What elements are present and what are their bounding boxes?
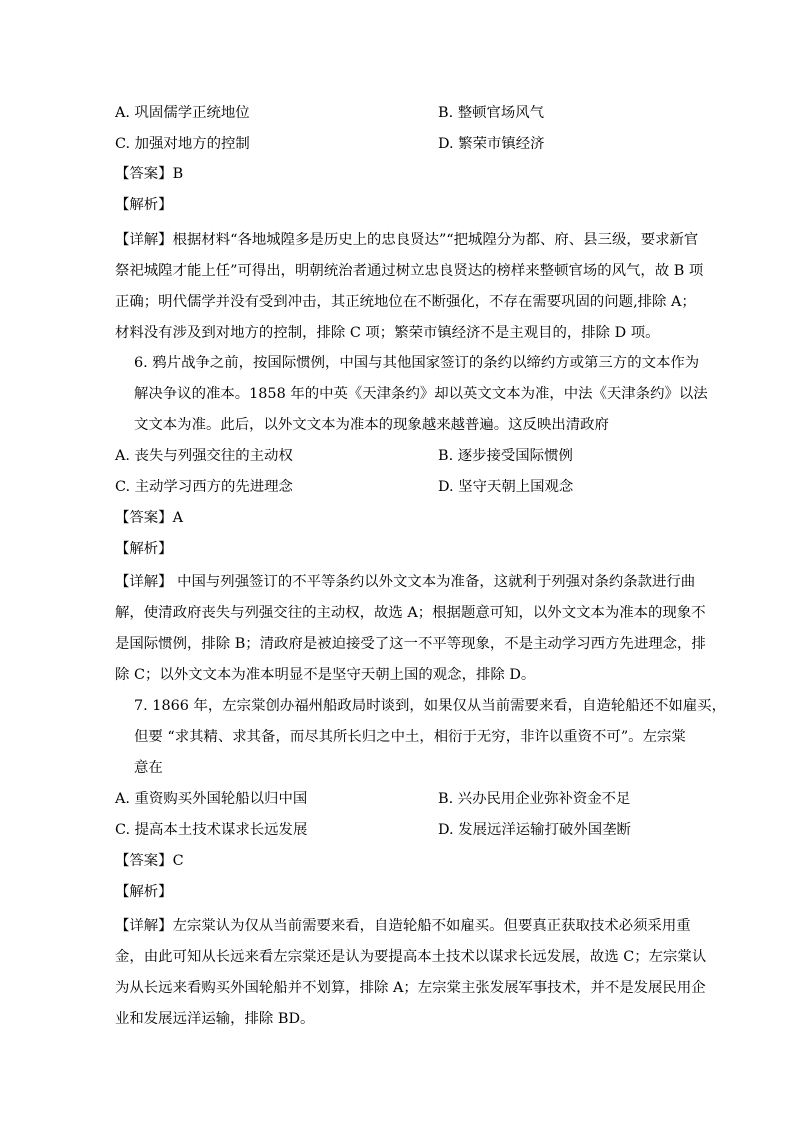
q5-option-d: D. 繁荣市镇经济 [438,136,545,152]
q5-option-b: B. 整顿官场风气 [438,105,545,121]
q7-stem-line-1: 7. 1866 年，左宗棠创办福州船政局时谈到，如果仅从当前需要来看，自造轮船还不如雇买， [134,698,726,714]
q7-stem-line-3: 意在 [134,760,163,776]
q6-stem-line-1: 6. 鸦片战争之前，按国际惯例，中国与其他国家签订的条约以缔约方或第三方的文本作为 [134,355,700,371]
q6-answer: 【答案】A [115,510,183,526]
q5-detail-line-2: 祭祀城隍才能上任”可得出，明朝统治者通过树立忠良贤达的榜样来整顿官场的风气，故 B 项 [115,263,704,279]
q7-detail-line-4: 业和发展远洋运输，排除 BD。 [115,1011,315,1027]
q7-option-b: B. 兴办民用企业弥补资金不足 [438,791,631,807]
q6-detail-line-2: 解，使清政府丧失与列强交往的主动权，故选 A；根据题意可知，以外文文本为准本的现象不 [115,605,706,621]
q6-option-d: D. 坚守天朝上国观念 [438,479,574,495]
q6-option-c: C. 主动学习西方的先进理念 [115,479,293,495]
q7-option-d: D. 发展远洋运输打破外国垄断 [438,822,631,838]
q5-option-a: A. 巩固儒学正统地位 [115,105,250,121]
q7-option-a: A. 重资购买外国轮船以归中国 [115,791,308,807]
q6-stem-line-2: 解决争议的准本。1858 年的中英《天津条约》却以英文文本为准，中法《天津条约》以法 [134,386,708,402]
q5-detail-line-3: 正确；明代儒学并没有受到冲击，其正统地位在不断强化，不存在需要巩固的问题,排除 A； [115,294,696,310]
q6-analysis-label: 【解析】 [115,541,173,557]
q7-analysis-label: 【解析】 [115,884,173,900]
q5-answer: 【答案】B [115,166,184,182]
q7-detail-line-1: 【详解】左宗棠认为仅从当前需要来看，自造轮船不如雇买。但要真正获取技术必须采用重 [115,918,691,934]
q6-option-b: B. 逐步接受国际惯例 [438,448,573,464]
q6-detail-line-4: 除 C；以外文文本为准本明显不是坚守天朝上国的观念，排除 D。 [115,667,536,683]
q7-answer: 【答案】C [115,853,184,869]
q7-detail-line-3: 为从长远来看购买外国轮船并不划算，排除 A；左宗棠主张发展军事技术，并不是发展民用企 [115,980,706,996]
q5-detail-line-1: 【详解】根据材料“各地城隍多是历史上的忠良贤达”“把城隍分为都、府、县三级，要求新官 [115,232,699,248]
q5-analysis-label: 【解析】 [115,197,173,213]
q6-option-a: A. 丧失与列强交往的主动权 [115,448,293,464]
q6-stem-line-3: 文文本为准。此后，以外文文本为准本的现象越来越普遍。这反映出清政府 [134,417,609,433]
q7-stem-line-2: 但要 “求其精、求其备，而尽其所长归之中土，相衍于无穷，非许以重资不可”。左宗棠 [134,729,686,745]
q7-option-c: C. 提高本土技术谋求长远发展 [115,822,308,838]
q7-detail-line-2: 金，由此可知从长远来看左宗棠还是认为要提高本土技术以谋求长远发展，故选 C；左宗棠认 [115,949,707,965]
q6-detail-line-3: 是国际惯例，排除 B；清政府是被迫接受了这一不平等现象，不是主动学习西方先进理念，排 [115,636,706,652]
q6-detail-line-1: 【详解】 中国与列强签订的不平等条约以外文文本为准备，这就利于列强对条约条款进行曲 [115,574,696,590]
q5-option-c: C. 加强对地方的控制 [115,136,250,152]
q5-detail-line-4: 材料没有涉及到对地方的控制，排除 C 项；繁荣市镇经济不是主观目的，排除 D 项。 [115,325,660,341]
